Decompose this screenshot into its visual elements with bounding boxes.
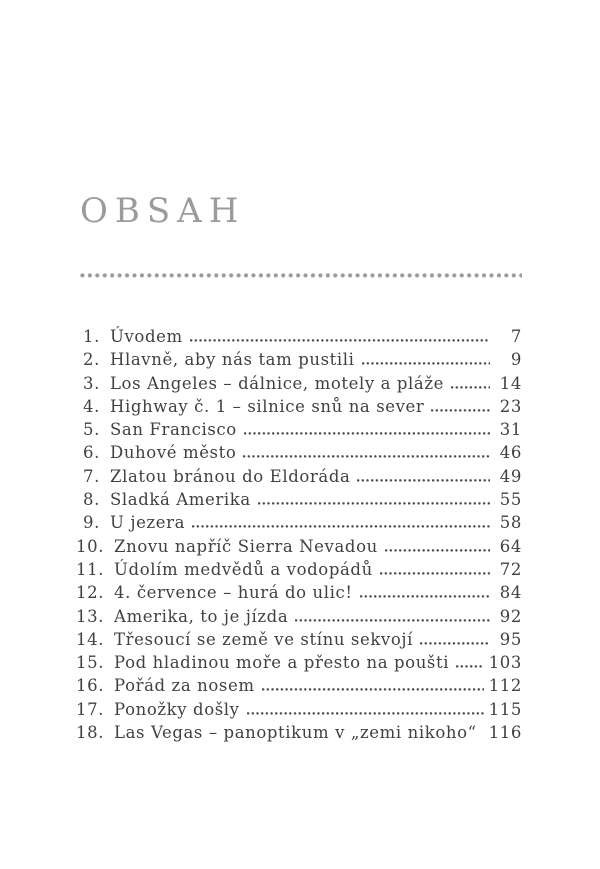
dot-leader [456,665,484,668]
toc-entry [76,372,522,395]
toc-list [76,325,522,744]
toc-entry-number: 17. [76,699,105,719]
toc-entry [76,605,522,628]
toc-entry-number: 15. [76,653,105,673]
toc-entry-page: 64 [499,536,522,556]
toc-entry-page: 92 [499,606,522,626]
dot-leader [192,525,490,528]
toc-entry [76,698,522,721]
toc-entry-page: 31 [499,420,522,440]
dot-leader [360,595,490,598]
toc-entry-page: 115 [488,699,522,719]
toc-entry-page: 23 [499,396,522,416]
toc-entry-page: 72 [499,559,522,579]
dot-leader [258,502,490,505]
toc-entry-title: Amerika, to je jízda [114,606,289,626]
dot-leader [190,339,490,342]
toc-entry [76,721,522,744]
toc-entry-title: Zlatou bránou do Eldoráda [110,466,351,486]
dot-leader [431,409,490,412]
toc-entry-number: 4. [83,396,100,416]
dot-leader [262,688,484,691]
dot-leader [243,455,490,458]
toc-entry-number: 11. [76,559,105,579]
page-title: OBSAH [80,191,246,231]
toc-entry-number: 12. [76,583,105,603]
toc-entry-number: 10. [76,536,105,556]
dot-leader [362,362,490,365]
toc-entry-title: Pod hladinou moře a přesto na poušti [114,653,450,673]
toc-entry [76,348,522,371]
toc-entry-title: Los Angeles – dálnice, motely a pláže [110,373,445,393]
toc-entry-number: 6. [83,443,100,463]
toc-entry-number: 9. [83,513,100,533]
toc-entry-title: Úvodem [110,327,183,346]
toc-entry-page: 95 [499,629,522,649]
toc-entry-page: 14 [499,373,522,393]
toc-entry [76,558,522,581]
toc-entry-number: 18. [76,723,105,743]
toc-entry-title: Pořád za nosem [114,676,255,696]
toc-entry [76,628,522,651]
toc-entry [76,418,522,441]
toc-entry-number: 13. [76,606,105,626]
toc-entry [76,511,522,534]
toc-entry-page: 116 [488,723,522,743]
toc-entry-page: 58 [499,513,522,533]
toc-entry-page: 103 [488,653,522,673]
toc-entry-number: 14. [76,629,105,649]
toc-entry-page: 9 [510,350,522,370]
toc-entry-page: 49 [499,466,522,486]
toc-entry-title: Las Vegas – panoptikum v „zemi nikoho“ [114,723,477,743]
dot-leader [451,386,490,389]
toc-entry-title: Sladká Amerika [110,490,251,510]
toc-entry-number: 1. [83,327,100,346]
toc-entry-title: Znovu napříč Sierra Nevadou [114,536,378,556]
toc-entry-title: Highway č. 1 – silnice snů na sever [110,396,425,416]
dot-leader [244,432,490,435]
toc-entry-page: 84 [499,583,522,603]
toc-entry-number: 7. [83,466,100,486]
toc-entry-title: San Francisco [110,420,237,440]
toc-entry [76,674,522,697]
toc-entry-title: Ponožky došly [114,699,240,719]
dot-leader [247,712,484,715]
toc-entry-page: 7 [510,327,522,346]
toc-entry-number: 3. [83,373,100,393]
toc-entry-page: 46 [499,443,522,463]
toc-entry-title: Hlavně, aby nás tam pustili [110,350,355,370]
dotted-separator [80,273,522,278]
toc-entry [76,651,522,674]
toc-entry [76,465,522,488]
toc-entry [76,325,522,348]
toc-entry-page: 112 [488,676,522,696]
dot-leader [385,549,490,552]
toc-entry-number: 8. [83,490,100,510]
toc-entry-title: 4. července – hurá do ulic! [114,583,353,603]
toc-entry-title: U jezera [110,513,186,533]
toc-entry [76,581,522,604]
dot-leader [420,642,490,645]
toc-entry-title: Třesoucí se země ve stínu sekvojí [114,629,413,649]
toc-entry [76,395,522,418]
toc-entry-page: 55 [499,490,522,510]
toc-entry-title: Údolím medvědů a vodopádů [114,559,373,579]
toc-entry [76,441,522,464]
toc-entry [76,535,522,558]
toc-entry-number: 16. [76,676,105,696]
dot-leader [295,619,490,622]
toc-entry [76,488,522,511]
toc-entry-number: 5. [83,420,100,440]
toc-entry-number: 2. [83,350,100,370]
dot-leader [357,479,490,482]
dot-leader [380,572,490,575]
toc-entry-title: Duhové město [110,443,237,463]
